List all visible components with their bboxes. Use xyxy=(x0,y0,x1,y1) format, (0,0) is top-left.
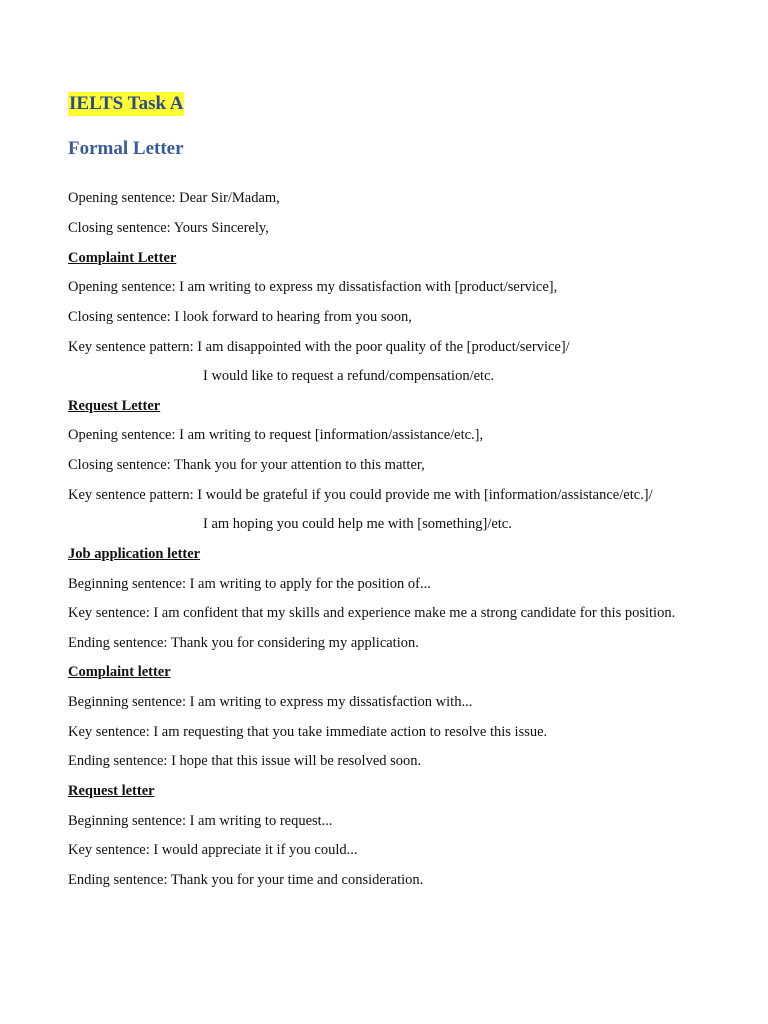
job-beginning: Beginning sentence: I am writing to apply for the position of... xyxy=(68,576,431,592)
complaint-key-pattern: Key sentence pattern: I am disappointed with the poor quality of the [product/service]/ xyxy=(68,339,570,355)
complaint-closing: Closing sentence: I look forward to hearing from you soon, xyxy=(68,309,412,325)
section-heading-complaint-letter-2: Complaint letter xyxy=(68,664,171,680)
job-key: Key sentence: I am confident that my skills and experience make me a strong candidate for this position. xyxy=(68,605,676,621)
request-key-pattern: Key sentence pattern: I would be grateful if you could provide me with [information/assistance/etc.]/ xyxy=(68,487,653,503)
section-heading-complaint-letter: Complaint Letter xyxy=(68,250,177,266)
section-heading-request-letter-2: Request letter xyxy=(68,783,155,799)
job-ending: Ending sentence: Thank you for considering my application. xyxy=(68,635,419,651)
section-heading-request-letter: Request Letter xyxy=(68,398,161,414)
complaint-key-pattern-alt: I would like to request a refund/compensation/etc. xyxy=(203,368,495,384)
request-closing: Closing sentence: Thank you for your attention to this matter, xyxy=(68,457,425,473)
section-heading-job-application: Job application letter xyxy=(68,546,201,562)
complaint2-ending: Ending sentence: I hope that this issue will be resolved soon. xyxy=(68,753,422,769)
request-key-pattern-alt: I am hoping you could help me with [something]/etc. xyxy=(203,516,512,532)
request2-beginning: Beginning sentence: I am writing to request... xyxy=(68,813,333,829)
request-opening: Opening sentence: I am writing to request [information/assistance/etc.], xyxy=(68,427,484,443)
general-opening: Opening sentence: Dear Sir/Madam, xyxy=(68,190,280,206)
general-closing: Closing sentence: Yours Sincerely, xyxy=(68,220,269,236)
page-subtitle: Formal Letter xyxy=(68,138,184,159)
complaint2-key: Key sentence: I am requesting that you take immediate action to resolve this issue. xyxy=(68,724,548,740)
request2-key: Key sentence: I would appreciate it if you could... xyxy=(68,842,358,858)
page-title: IELTS Task A xyxy=(69,93,184,114)
request2-ending: Ending sentence: Thank you for your time and consideration. xyxy=(68,872,424,888)
complaint2-beginning: Beginning sentence: I am writing to express my dissatisfaction with... xyxy=(68,694,473,710)
complaint-opening: Opening sentence: I am writing to express my dissatisfaction with [product/service], xyxy=(68,279,558,295)
